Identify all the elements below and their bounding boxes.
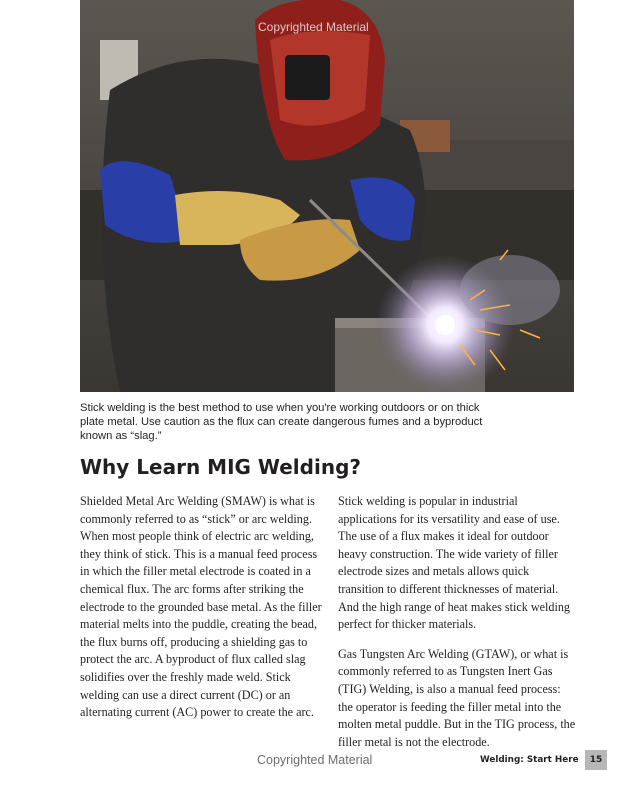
right-paragraph: Gas Tungsten Arc Welding (GTAW), or what is commonly referred to as Tungsten Inert Gas (TIG) Welding, is also a manual feed process: the operator is feeding the filler metal into the molten metal puddle. But in the TIG process, the filler metal is not the electrode. [338,646,576,749]
footer-copyright: Copyrighted Material [257,753,373,767]
left-column [80,493,323,734]
section-heading: Why Learn MIG Welding? [80,455,361,479]
photo-watermark: Copyrighted Material [258,20,369,34]
page-number: 15 [585,750,607,770]
right-paragraph: Stick welding is popular in industrial applications for its versatility and ease of use. The use of a flux makes it ideal for outdoor heavy construction. The wide variety of filler electrode sizes and metals allows quick transition to different thicknesses of material. And the high range of heat makes stick welding perfect for thicker materials. [338,494,570,632]
photo-caption: Stick welding is the best method to use when you're working outdoors or on thick plate metal. Use caution as the flux can create dangerous fumes and a byproduct known as “slag.” [80,402,483,442]
footer-book-title: Welding: Start Here [480,755,579,765]
left-paragraph: Shielded Metal Arc Welding (SMAW) is what is commonly referred to as “stick” or arc welding. When most people think of electric arc welding, they think of stick. This is a manual feed process in which the filler metal electrode is coated in a chemical flux. The arc forms after striking the electrode to the grounded base metal. As the filler material melts into the puddle, creating the bead, the flux burns off, producing a shielding gas to protect the arc. A byproduct of flux called slag solidifies over the freshly made weld. Stick welding can use a direct current (DC) or an alternating current (AC) power to create the arc. [80,494,322,720]
welding-photo [80,0,574,392]
welding-photo-illustration [80,0,574,392]
right-column [338,493,578,763]
